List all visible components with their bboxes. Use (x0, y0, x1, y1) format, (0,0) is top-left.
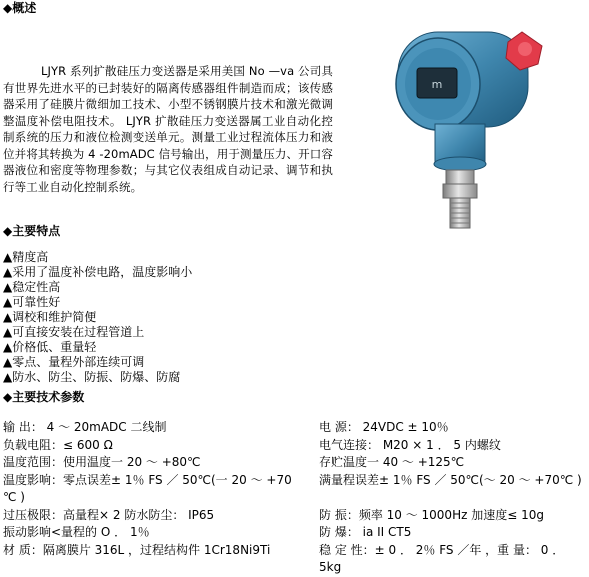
spec-row (3, 489, 589, 507)
feature-list (3, 250, 303, 385)
lcd-text: m (431, 78, 443, 91)
section-title-overview: ◆概述 (3, 1, 37, 15)
spec-row (3, 454, 589, 472)
spec-left: 温度影响：零点误差± 1％ FS ／ 50℃(一 20 ～ +70 (3, 472, 292, 487)
spec-row (3, 472, 589, 490)
pressure-transmitter-image (380, 2, 560, 242)
spec-right: 电气连接： M20 × 1 ． 5 内螺纹 (319, 437, 501, 452)
spec-right: 满量程误差± 1％ FS ／ 50℃(～ 20 ～ +70℃ ) (319, 472, 582, 487)
intro-paragraph: LJYR 系列扩散硅压力变送器是采用美国 No —va 公司具有世界先进水平的已封装好的隔离传感器组件制造而成；该传感器采用了硅膜片微细加工技术、小型不锈钢膜片技术和激光微调整温度补偿电阻技术。 LJYR 扩散硅压力变送器属工业自动化控制系统的压力和液位检测变送单元。测量工业过程流体压力和液位并将其转换为 4 -20mADC 信号输出，用于测量压力、开口容器液位和密度等物理参数；与其它仪表组成自动记录、调节和执行等工业自动化控制系统。 (3, 64, 333, 194)
feature-item: ▲采用了温度补偿电路，温度影响小 (3, 265, 193, 279)
spec-left: 负载电阻：≤ 600 Ω (3, 437, 113, 452)
process-connection (443, 170, 477, 228)
feature-item: ▲可直接安装在过程管道上 (3, 325, 145, 339)
spec-left: 过压极限：高量程× 2 防水防尘： IP65 (3, 507, 215, 522)
spec-row (3, 507, 589, 525)
spec-row (3, 524, 589, 542)
lcd-display (417, 68, 457, 98)
feature-item: ▲价格低、重量轻 (3, 340, 97, 354)
spec-left: 温度范围：使用温度一 20 ～ +80℃ (3, 455, 201, 469)
spec-table (3, 419, 589, 577)
spec-right: 防 振：频率 10 ～ 1000Hz 加速度≤ 10g (319, 507, 544, 522)
spec-right: 电 源： 24VDC ± 10％ (319, 420, 449, 434)
spec-left: 输 出： 4 ～ 20mADC 二线制 (3, 420, 167, 434)
feature-item: ▲防水、防尘、防振、防爆、防腐 (3, 370, 181, 384)
feature-item: ▲调校和维护简便 (3, 310, 97, 324)
intro-text-block (3, 63, 333, 195)
feature-item: ▲稳定性高 (3, 280, 61, 294)
feature-item: ▲精度高 (3, 250, 49, 264)
feature-item: ▲零点、量程外部连续可调 (3, 355, 145, 369)
spec-row (3, 437, 589, 455)
spec-right: 防 爆： ia II CT5 (319, 525, 412, 539)
spec-right: 5kg (319, 560, 342, 574)
spec-left: ℃ ) (3, 490, 25, 504)
spec-right: 稳 定 性：± 0 ． 2％ FS ／年 ，重 量： 0 ． (319, 542, 565, 557)
spec-row (3, 419, 589, 437)
spec-right: 存贮温度一 40 ～ +125℃ (319, 455, 465, 469)
section-title-features: ◆主要特点 (3, 224, 61, 238)
feature-item: ▲可靠性好 (3, 295, 61, 309)
spec-left: 振动影响<量程的 O ． 1％ (3, 525, 150, 539)
neck (434, 124, 486, 171)
section-title-specs: ◆主要技术参数 (3, 390, 85, 404)
spec-left: 材 质：隔离膜片 316L ，过程结构件 1Cr18Ni9Ti (3, 542, 271, 557)
spec-row (3, 542, 589, 560)
